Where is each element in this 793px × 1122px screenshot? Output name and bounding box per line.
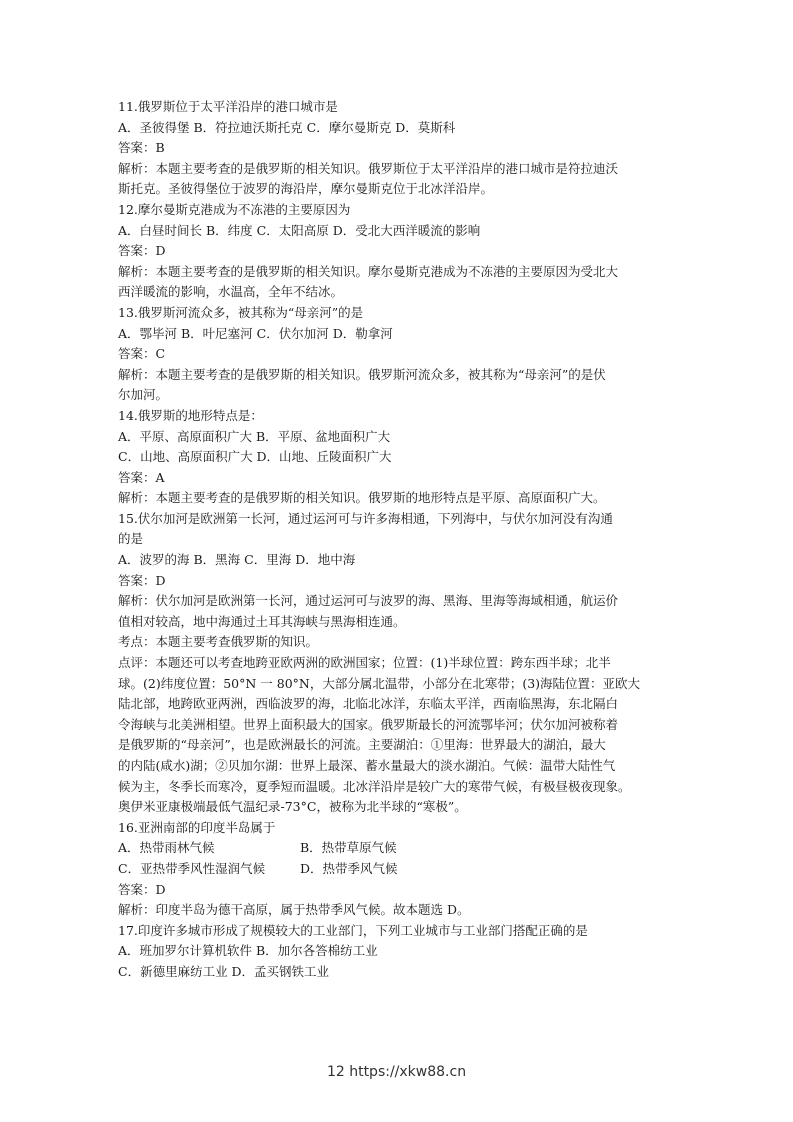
text-line: 答案：B — [118, 140, 165, 156]
text-line: 解析：本题主要考查的是俄罗斯的相关知识。摩尔曼斯克港成为不冻港的主要原因为受北大 — [118, 263, 619, 279]
text-line: 令海峡与北美洲相望。世界上面积最大的国家。俄罗斯最长的河流鄂毕河；伏尔加河被称着 — [118, 716, 619, 732]
text-line: 陆北部，地跨欧亚两洲，西临波罗的海，北临北冰洋，东临太平洋，西南临黑海，东北隔白 — [118, 696, 619, 712]
text-line: 13.俄罗斯河流众多，被其称为“母亲河”的是 — [118, 304, 364, 320]
text-line: A．平原、高原面积广大 B．平原、盆地面积广大 — [118, 428, 391, 444]
text-line: 答案：D — [118, 243, 166, 259]
text-line: 西洋暖流的影响，水温高，全年不结冰。 — [118, 284, 344, 300]
text-line: 17.印度许多城市形成了规模较大的工业部门，下列工业城市与工业部门搭配正确的是 — [118, 922, 588, 938]
text-line: A．圣彼得堡 B．符拉迪沃斯托克 C．摩尔曼斯克 D．莫斯科 — [118, 119, 456, 135]
text-line: 是俄罗斯的“母亲河”，也是欧洲最长的河流。主要湖泊：①里海：世界最大的湖泊，最大 — [118, 737, 606, 753]
text-line: 值相对较高，地中海通过土耳其海峡与黑海相连通。 — [118, 613, 406, 629]
text-line: A．白昼时间长 B．纬度 C．太阳高原 D．受北大西洋暖流的影响 — [118, 222, 481, 238]
text-line: C．新德里麻纺工业 D．孟买钢铁工业 — [118, 963, 330, 979]
text-line: 15.伏尔加河是欧洲第一长河，通过运河可与许多海相通，下列海中，与伏尔加河没有沟通 — [118, 510, 613, 526]
text-line: 斯托克。圣彼得堡位于波罗的海沿岸，摩尔曼斯克位于北冰洋沿岸。 — [118, 181, 494, 197]
text-line: 答案：D — [118, 572, 166, 588]
text-line: 解析：本题主要考查的是俄罗斯的相关知识。俄罗斯的地形特点是平原、高原面积广大。 — [118, 490, 606, 506]
text-line: 16.亚洲南部的印度半岛属于 — [118, 819, 276, 835]
text-line: 点评：本题还可以考查地跨亚欧两洲的欧洲国家；位置：(1)半球位置：跨东西半球；北半 — [118, 655, 611, 671]
text-line: 解析：伏尔加河是欧洲第一长河，通过运河可与波罗的海、黑海、里海等海域相通，航运价 — [118, 593, 619, 609]
option-c: C．亚热带季风性湿润气候 — [118, 860, 266, 876]
text-line: 的是 — [118, 531, 144, 547]
text-line: A．鄂毕河 B．叶尼塞河 C．伏尔加河 D．勒拿河 — [118, 325, 393, 341]
text-line: 答案：A — [118, 469, 165, 485]
option-row — [118, 859, 683, 880]
text-line: 尔加河。 — [118, 387, 169, 403]
text-line: A．班加罗尔计算机软件 B．加尔各答棉纺工业 — [118, 943, 378, 959]
text-line: 奥伊米亚康极端最低气温纪录-73°C，被称为北半球的“寒极”。 — [118, 799, 467, 815]
option-d: D．热带季风气候 — [300, 860, 398, 876]
text-line: A．波罗的海 B．黑海 C．里海 D．地中海 — [118, 552, 356, 568]
page-footer: 12 https://xkw88.cn — [326, 1064, 467, 1080]
text-line: 解析：印度半岛为德干高原，属于热带季风气候。故本题选 D。 — [118, 902, 470, 918]
text-line: C．山地、高原面积广大 D．山地、丘陵面积广大 — [118, 449, 392, 465]
text-line: 14.俄罗斯的地形特点是： — [118, 407, 263, 423]
text-line: 考点：本题主要考查俄罗斯的知识。 — [118, 634, 319, 650]
option-row — [118, 838, 683, 859]
document-body — [118, 97, 683, 983]
option-b: B．热带草原气候 — [300, 840, 397, 856]
option-a: A．热带雨林气候 — [118, 840, 215, 856]
text-line: 12.摩尔曼斯克港成为不冻港的主要原因为 — [118, 201, 351, 217]
text-line: 球。(2)纬度位置：50°N 一 80°N，大部分属北温带，小部分在北寒带；(3)海陆位置：亚欧大 — [118, 675, 641, 691]
text-line: 答案：D — [118, 881, 166, 897]
text-line: 答案：C — [118, 346, 166, 362]
text-line: 解析：本题主要考查的是俄罗斯的相关知识。俄罗斯河流众多，被其称为“母亲河”的是伏 — [118, 366, 606, 382]
text-line: 解析：本题主要考查的是俄罗斯的相关知识。俄罗斯位于太平洋沿岸的港口城市是符拉迪沃 — [118, 160, 619, 176]
text-line: 候为主，冬季长而寒冷，夏季短而温暖。北冰洋沿岸是较广大的寒带气候，有极昼极夜现象。 — [118, 778, 631, 794]
text-line: 的内陆(咸水)湖；②贝加尔湖：世界上最深、蓄水量最大的淡水湖泊。气候：温带大陆性气 — [118, 758, 616, 773]
text-line: 11.俄罗斯位于太平洋沿岸的港口城市是 — [118, 99, 338, 114]
